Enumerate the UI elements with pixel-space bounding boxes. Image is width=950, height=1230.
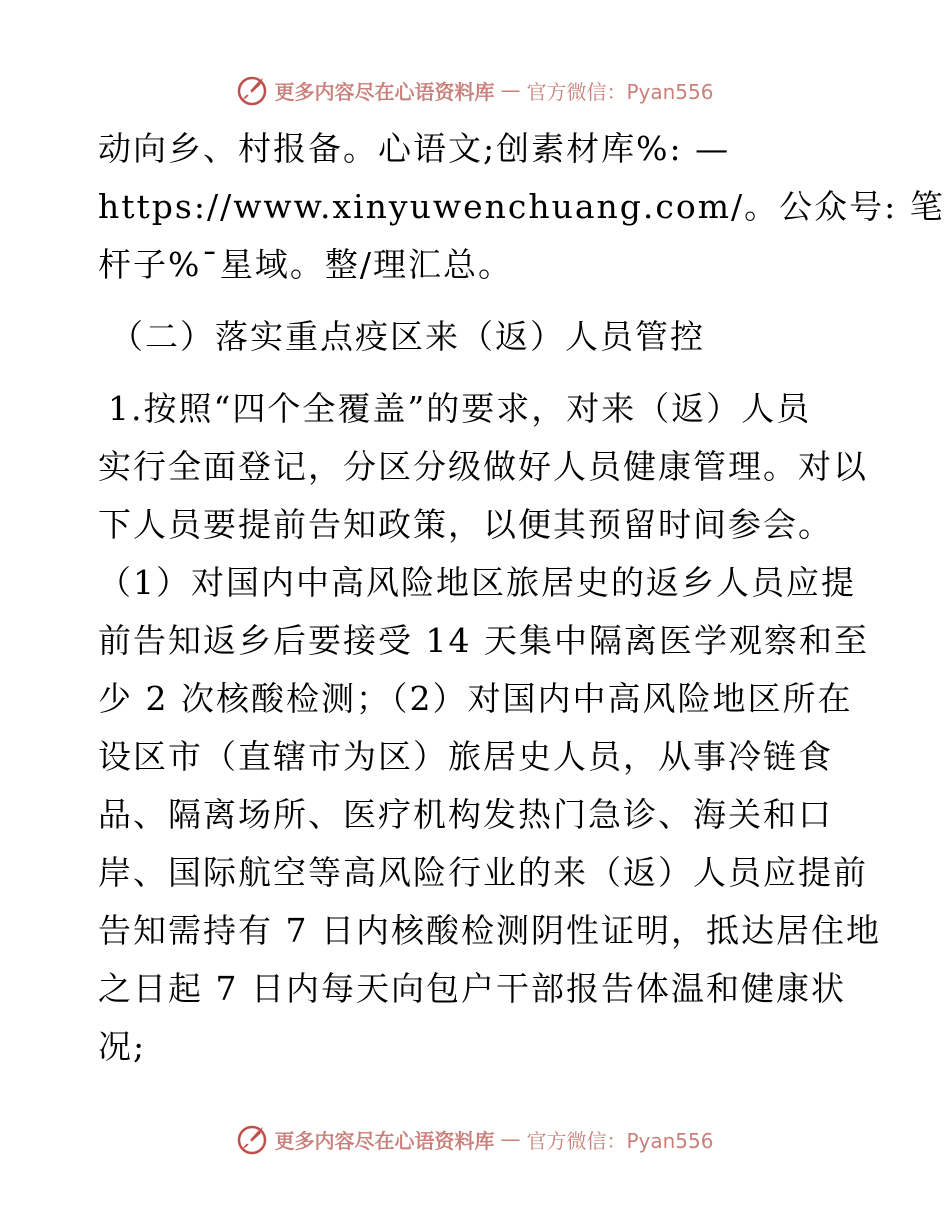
footer-banner-content [236,1123,713,1155]
quill-logo-icon [236,1123,268,1155]
document-body [98,120,945,1076]
body-line-9: 前告知返乡后要接受 14 天集中隔离医学观察和至 [98,621,869,660]
banner-separator: — [500,78,521,102]
body-line-13: 岸、国际航空等高风险行业的来（返）人员应提前 [98,853,868,892]
body-line-16: 况; [98,1027,147,1066]
body-line-10: 少 2 次核酸检测；（2）对国内中高风险地区所在 [98,679,853,718]
banner-content [236,74,713,106]
body-line-14: 告知需持有 7 日内核酸检测阴性证明，抵达居住地 [98,911,881,950]
body-line-1: 动向乡、村报备。心语文;创素材库%: — [98,129,731,168]
body-line-6: 实行全面登记，分区分级做好人员健康管理。对以 [98,447,868,486]
banner-main-text: 更多内容尽在心语资料库 [274,79,495,104]
body-line-12: 品、隔离场所、医疗机构发热门急诊、海关和口 [98,795,833,834]
header-banner [0,70,950,110]
body-line-2: https://www.xinyuwenchuang.com/。公众号: 笔 [98,187,945,226]
quill-logo-icon [236,74,268,106]
body-line-8: （1）对国内中高风险地区旅居史的返乡人员应提 [98,563,856,602]
footer-banner [0,1119,950,1159]
body-line-7: 下人员要提前告知政策，以便其预留时间参会。 [98,505,833,544]
footer-banner-main-text: 更多内容尽在心语资料库 [274,1128,495,1153]
body-line-5: 1.按照“四个全覆盖”的要求，对来（返）人员 [108,389,812,428]
body-line-3: 杆子%¯星域。整/理汇总。 [98,245,513,284]
section-heading: （二）落实重点疫区来（返）人员管控 [110,317,705,356]
footer-banner-wechat-text: 官方微信：Pyan556 [526,1128,714,1153]
banner-wechat-text: 官方微信：Pyan556 [526,79,714,104]
body-line-11: 设区市（直辖市为区）旅居史人员，从事冷链食 [98,737,833,776]
body-line-15: 之日起 7 日内每天向包户干部报告体温和健康状 [98,969,846,1008]
footer-banner-separator: — [500,1127,521,1151]
